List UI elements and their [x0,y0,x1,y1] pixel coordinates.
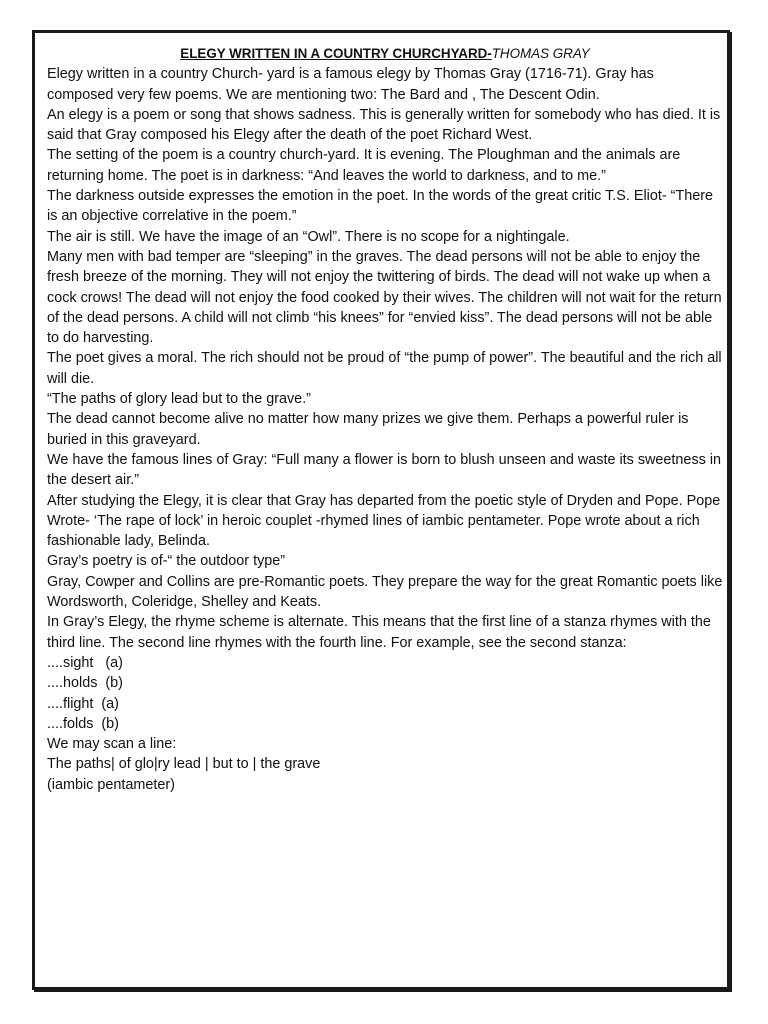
paragraph-outdoor: Gray’s poetry is of-“ the outdoor type” [47,553,286,570]
paragraph-prizes: The dead cannot become alive no matter how many prizes we give them. Perhaps a powerful ruler is buried in this graveyard. [47,411,693,448]
paragraph-owl: The air is still. We have the image of an “Owl”. There is no scope for a nightingale. [47,228,570,245]
rhyme-line-4: ....folds (b) [47,715,119,732]
paragraph-famous-lines: We have the famous lines of Gray: “Full many a flower is born to blush unseen and waste its sweetness in the desert air.” [47,451,726,489]
paragraph-style: After studying the Elegy, it is clear that Gray has departed from the poetic style of Dryden and Pope. Pope Wrote- ‘The rape of lock’ in heroic couplet -rhymed lines of iambic pentameter. Pope wrote about a rich fashionable lady, Belinda. [47,492,725,550]
title-text: ELEGY WRITTEN IN A COUNTRY CHURCHYARD- [180,46,492,61]
paragraph-setting: The setting of the poem is a country church-yard. It is evening. The Ploughman and the animals are returning home. The poet is in darkness: “And leaves the world to darkness, and to me.” [47,147,685,184]
meter-label: (iambic pentameter) [47,776,175,793]
paragraph-moral: The poet gives a moral. The rich should not be proud of “the pump of power”. The beautiful and the rich all will die. [47,350,726,387]
paragraph-quote-glory: “The paths of glory lead but to the grave.” [47,391,311,408]
paragraph-pre-romantic: Gray, Cowper and Collins are pre-Romantic poets. They prepare the way for the great Romantic poets like Wordsworth, Coleridge, Shelley and Keats. [47,573,727,611]
rhyme-line-2: ....holds (b) [47,675,123,692]
page-border [32,30,730,990]
paragraph-darkness: The darkness outside expresses the emotion in the poet. In the words of the great critic T.S. Eliot- “There is an objective correlative in the poem.” [47,188,718,225]
title-author: THOMAS GRAY [491,46,590,61]
paragraph-rhyme-scheme: In Gray’s Elegy, the rhyme scheme is alternate. This means that the first line of a stanza rhymes with the third line. The second line rhymes with the fourth line. For example, see the second stanza: [47,614,715,651]
rhyme-line-3: ....flight (a) [47,695,119,712]
paragraph-elegy-definition: An elegy is a poem or song that shows sadness. This is generally written for somebody who has died. It is said that Gray composed his Elegy after the death of the poet Richard West. [47,106,725,144]
rhyme-line-1: ....sight (a) [47,654,123,671]
document-body [47,44,727,795]
document-title [47,44,723,64]
paragraph-dead: Many men with bad temper are “sleeping” in the graves. The dead persons will not be able to enjoy the fresh breeze of the morning. They will not enjoy the twittering of birds. The dead will not wake up when a cock crows! The dead will not enjoy the food cooked by their wives. The children will not wait for the return of the dead persons. A child will not climb “his knees” for “envied kiss”. The dead persons will not be able to do harvesting. [47,248,726,347]
scanned-line: The paths| of glo|ry lead | but to | the grave [47,756,321,773]
paragraph-intro: Elegy written in a country Church- yard is a famous elegy by Thomas Gray (1716-71). Gray has composed very few poems. We are mentioning two: The Bard and , The Descent Odin. [47,66,658,103]
paragraph-scan: We may scan a line: [47,736,177,753]
